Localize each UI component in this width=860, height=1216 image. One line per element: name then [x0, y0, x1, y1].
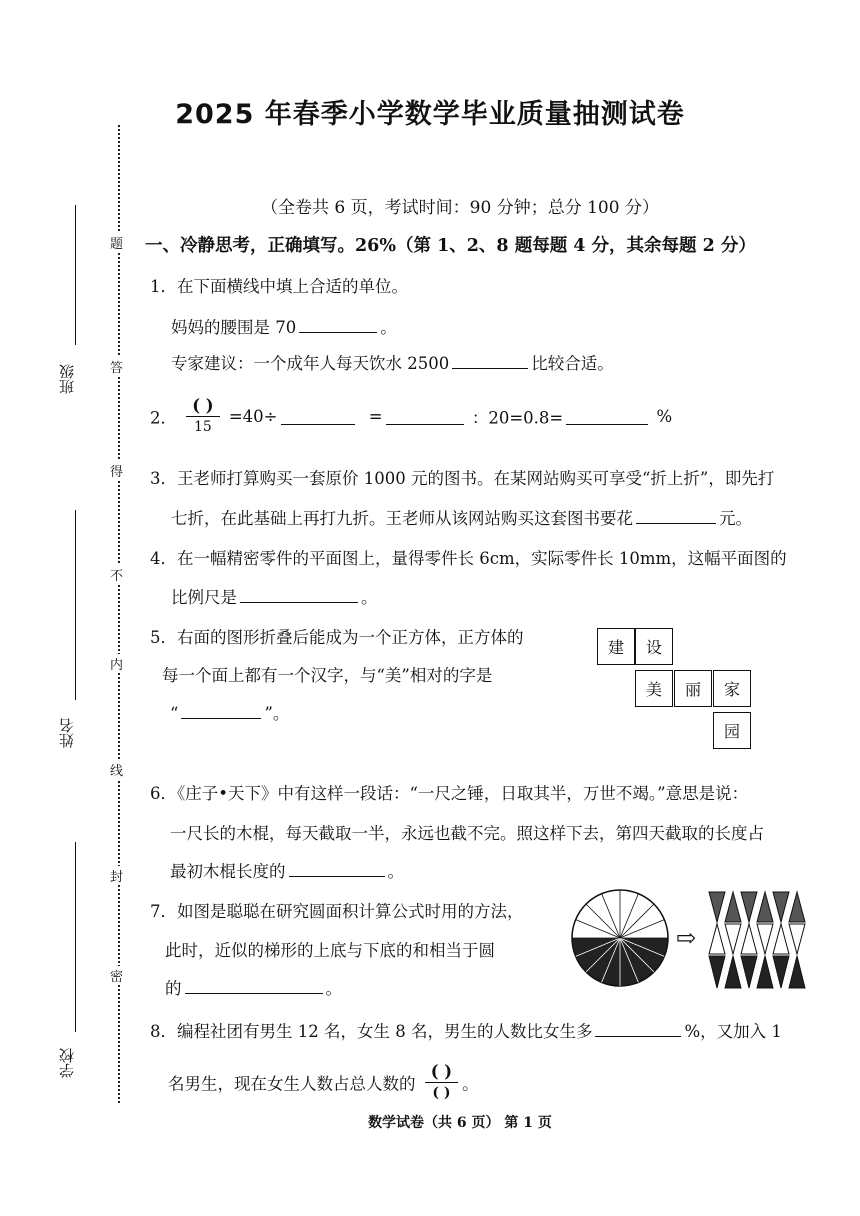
q5-line-3: “ ”。: [170, 700, 289, 724]
exam-info: （全卷共 6 页，考试时间：90 分钟；总分 100 分）: [261, 198, 659, 218]
net-cell: 美: [635, 670, 673, 707]
page-title: 2025 年春季小学数学毕业质量抽测试卷: [175, 99, 685, 130]
q8-blank-1[interactable]: [595, 1020, 681, 1038]
q6-blank[interactable]: [289, 860, 385, 878]
section-heading: 一、冷静思考，正确填写。26%（第 1、2、8 题每题 4 分，其余每题 2 分）: [145, 236, 756, 256]
sector-piece: [725, 892, 741, 922]
sector-piece: [789, 892, 805, 922]
seal-char: 得: [110, 461, 123, 480]
q8-line-1: 8．编程社团有男生 12 名，女生 8 名，男生的人数比女生多 %，又加入 1: [150, 1018, 782, 1042]
class-blank[interactable]: [75, 205, 76, 345]
q2-blank-1[interactable]: [281, 408, 355, 426]
q1-blank-a[interactable]: [299, 316, 377, 334]
seal-char: 密: [110, 966, 123, 985]
q5-line-1: 5．右面的图形折叠后能成为一个正方体，正方体的: [150, 628, 524, 647]
q7-line-1: 7．如图是聪聪在研究圆面积计算公式时用的方法，: [150, 902, 524, 921]
seal-char: 题: [110, 233, 123, 252]
q4-line-2: 比例尺是 。: [171, 584, 378, 608]
q1-blank-b[interactable]: [452, 352, 528, 370]
sector-line: [620, 904, 654, 938]
seal-char: 封: [110, 866, 123, 885]
seal-char: 线: [110, 760, 123, 779]
sector-piece: [789, 924, 805, 954]
net-cell: 家: [713, 670, 751, 707]
sector-line: [586, 904, 620, 938]
q6-line-2: 一尺长的木棍，每天截取一半，永远也截不完。照这样下去，第四天截取的长度占: [170, 824, 764, 843]
q2-fraction: [186, 396, 219, 437]
sector-piece: [757, 892, 773, 922]
q3-line-1: 3．王老师打算购买一套原价 1000 元的图书。在某网站购买可享受“折上折”，即先打: [150, 469, 775, 488]
binding-dotted-line: [118, 125, 120, 1103]
q7-line-3: 的 。: [165, 975, 342, 999]
sector-piece: [709, 924, 725, 954]
net-cell: 设: [635, 628, 673, 665]
sector-piece: [773, 956, 789, 988]
q8-frac-numerator[interactable]: ( ): [425, 1062, 458, 1083]
q2-blank-3[interactable]: [566, 408, 648, 426]
seal-char: 内: [110, 654, 123, 673]
seal-char: 不: [110, 565, 123, 584]
q8-line-2: 名男生，现在女生人数占总人数的 $\frac{( )}{( )}$ 。: [168, 1062, 479, 1101]
q2-frac-denominator: 15: [194, 419, 212, 435]
q5-line-2: 每一个面上都有一个汉字，与“美”相对的字是: [162, 666, 493, 685]
q2-blank-2[interactable]: [386, 408, 464, 426]
sector-piece: [725, 924, 741, 954]
net-cell: 园: [713, 712, 751, 749]
q8-fraction: [425, 1062, 458, 1103]
sector-piece: [709, 956, 725, 988]
school-label: 学校: [58, 1048, 76, 1078]
sector-piece: [741, 892, 757, 922]
sector-piece: [725, 956, 741, 988]
q3-blank[interactable]: [636, 507, 716, 525]
sector-piece: [709, 892, 725, 922]
q4-blank[interactable]: [240, 586, 358, 604]
q8-frac-denominator[interactable]: ( ): [432, 1085, 451, 1101]
q2-line: 2． $\frac{( )}{15}$ =40÷ = ：20=0.8= %: [150, 396, 673, 435]
seal-char: 答: [110, 357, 123, 376]
page-footer: 数学试卷（共 6 页） 第 1 页: [368, 1115, 552, 1131]
q1-stem: 1．在下面横线中填上合适的单位。: [150, 277, 408, 296]
net-cell: 建: [597, 628, 635, 665]
sector-piece: [773, 924, 789, 954]
q1-part-b: 专家建议：一个成年人每天饮水 2500 比较合适。: [171, 350, 614, 374]
q2-frac-numerator[interactable]: ( ): [186, 396, 219, 417]
q7-blank[interactable]: [185, 977, 323, 995]
divided-circle-figure: [570, 888, 670, 988]
sector-piece: [741, 924, 757, 954]
name-label: 姓名: [58, 718, 76, 748]
q6-line-3: 最初木棍长度的 。: [170, 858, 404, 882]
sector-piece: [789, 956, 805, 988]
name-blank[interactable]: [75, 510, 76, 700]
school-blank[interactable]: [75, 842, 76, 1032]
q3-line-2: 七折，在此基础上再打九折。王老师从该网站购买这套图书要花 元。: [171, 505, 752, 529]
sector-piece: [773, 892, 789, 922]
q1-part-a: 妈妈的腰围是 70 。: [171, 314, 397, 338]
q4-line-1: 4．在一幅精密零件的平面图上，量得零件长 6cm，实际零件长 10mm，这幅平面图的: [150, 549, 787, 568]
rearranged-sectors-figure: [707, 888, 807, 992]
arrow-icon: ⇨: [676, 924, 697, 952]
sector-piece: [757, 924, 773, 954]
q6-line-1: 6．《庄子•天下》中有这样一段话：“一尺之锤，日取其半，万世不竭。”意思是说：: [150, 784, 749, 803]
sector-piece: [757, 956, 773, 988]
q7-line-2: 此时，近似的梯形的上底与下底的和相当于圆: [165, 941, 495, 960]
class-label: 班级: [58, 364, 76, 394]
q5-blank[interactable]: [181, 702, 261, 720]
net-cell: 丽: [674, 670, 712, 707]
sector-piece: [741, 956, 757, 988]
